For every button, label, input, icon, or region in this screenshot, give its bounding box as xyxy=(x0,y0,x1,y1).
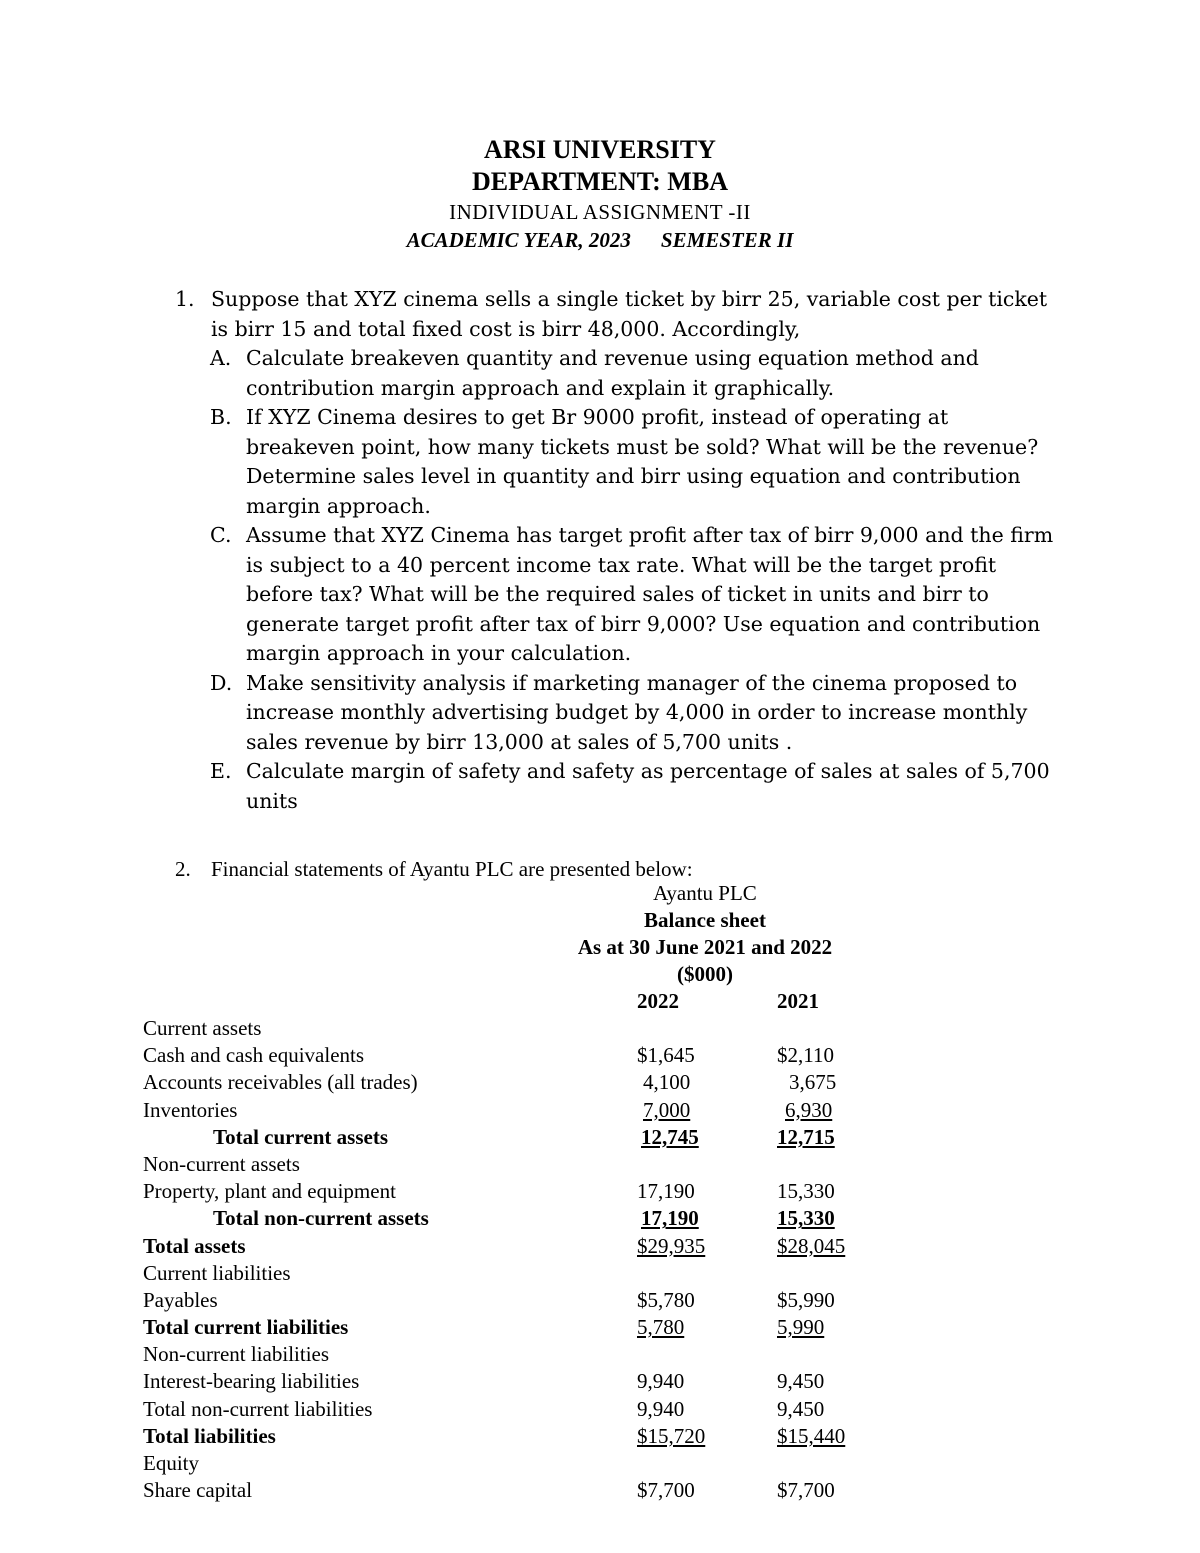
question-1-number: 1. xyxy=(175,287,195,311)
row-label: Total current assets xyxy=(213,1124,388,1149)
value-2022: $1,645 xyxy=(637,1043,695,1068)
balance-sheet-table xyxy=(0,1015,1200,1504)
row-label: Inventories xyxy=(143,1097,238,1122)
value-2022: 17,190 xyxy=(641,1206,699,1231)
university-title: ARSI UNIVERSITY xyxy=(484,135,716,164)
value-2021: $7,700 xyxy=(777,1478,835,1503)
value-2021: $15,440 xyxy=(777,1423,846,1448)
statement-title: Balance sheet xyxy=(644,908,766,932)
value-2022: 12,745 xyxy=(641,1124,699,1149)
value-2021: 3,675 xyxy=(789,1070,837,1095)
part-text: If XYZ Cinema desires to get Br 9000 profit, instead of operating at breakeven point, how many tickets must be sold? What will be the revenue? Determine sales level in quantity and birr using equation and contribution margin approach. xyxy=(246,405,1039,518)
value-2022: 4,100 xyxy=(643,1070,691,1095)
row-label: Accounts receivables (all trades) xyxy=(143,1070,418,1095)
table-row xyxy=(0,1205,1200,1232)
part-text: Calculate margin of safety and safety as percentage of sales at sales of 5,700 units xyxy=(246,759,1050,813)
question-2-number: 2. xyxy=(175,857,191,881)
table-row xyxy=(0,1015,1200,1042)
question-1-part-e xyxy=(210,757,1055,816)
row-label: Non-current liabilities xyxy=(143,1342,330,1367)
column-header-2021: 2021 xyxy=(777,989,819,1013)
value-2021: 5,990 xyxy=(777,1315,825,1340)
value-2021: $5,990 xyxy=(777,1287,835,1312)
table-row xyxy=(0,1069,1200,1096)
value-2022: $7,700 xyxy=(637,1478,695,1503)
part-label: B. xyxy=(210,405,232,429)
table-row xyxy=(0,1233,1200,1260)
question-1-part-a xyxy=(210,344,1055,403)
table-row xyxy=(0,1178,1200,1205)
value-2021: 9,450 xyxy=(777,1396,825,1421)
value-2021: $2,110 xyxy=(777,1043,834,1068)
table-row xyxy=(0,1396,1200,1423)
part-label: C. xyxy=(210,523,232,547)
table-row xyxy=(0,1124,1200,1151)
table-row xyxy=(0,1368,1200,1395)
value-2022: 17,190 xyxy=(637,1179,695,1204)
value-2021: 9,450 xyxy=(777,1369,825,1394)
row-label: Total non-current assets xyxy=(213,1206,429,1231)
value-2021: 6,930 xyxy=(785,1097,833,1122)
column-header-2022: 2022 xyxy=(637,989,679,1013)
row-label: Total current liabilities xyxy=(143,1315,349,1340)
part-label: D. xyxy=(210,670,233,695)
value-2021: $28,045 xyxy=(777,1233,846,1258)
row-label: Total non-current liabilities xyxy=(143,1396,373,1421)
question-2-intro: Financial statements of Ayantu PLC are presented below: xyxy=(211,857,693,881)
value-2022: 9,940 xyxy=(637,1396,685,1421)
question-1 xyxy=(175,285,1055,816)
value-2022: 5,780 xyxy=(637,1315,685,1340)
value-2021: 15,330 xyxy=(777,1179,835,1204)
table-row xyxy=(0,1097,1200,1124)
row-label: Payables xyxy=(143,1287,218,1312)
value-2022: 9,940 xyxy=(637,1369,685,1394)
row-label: Total liabilities xyxy=(143,1423,276,1448)
value-2022: $29,935 xyxy=(637,1233,706,1258)
question-1-part-c xyxy=(210,521,1055,669)
row-label: Interest-bearing liabilities xyxy=(143,1369,360,1394)
statement-date: As at 30 June 2021 and 2022 xyxy=(577,935,833,959)
table-row xyxy=(0,1287,1200,1314)
table-row xyxy=(0,1042,1200,1069)
part-text: Calculate breakeven quantity and revenue using equation method and contribution margin approach and explain it graphically. xyxy=(246,346,979,400)
table-row xyxy=(0,1450,1200,1477)
row-label: Non-current assets xyxy=(143,1151,300,1176)
question-1-part-d xyxy=(210,669,1055,758)
row-label: Equity xyxy=(143,1451,199,1475)
table-row xyxy=(0,1423,1200,1450)
table-row xyxy=(0,1341,1200,1368)
row-label: Current assets xyxy=(143,1016,262,1040)
part-label: A. xyxy=(210,346,232,370)
part-text: Assume that XYZ Cinema has target profit after tax of birr 9,000 and the firm is subject to a 40 percent income tax rate. What will be the target profit before tax? What will be the required sales of ticket in units and birr to generate target profit after tax of birr 9,000? Use equation and contribution margin approach in your calculation. xyxy=(246,523,1054,665)
part-text: Make sensitivity analysis if marketing manager of the cinema proposed to increase monthly advertising budget by 4,000 in order to increase monthly sales revenue by birr 13,000 at sales of 5,700 units . xyxy=(246,670,1028,754)
table-row xyxy=(0,1314,1200,1341)
question-1-part-b xyxy=(210,403,1055,521)
row-label: Property, plant and equipment xyxy=(143,1179,396,1204)
value-2022: 7,000 xyxy=(643,1097,691,1122)
value-2022: $5,780 xyxy=(637,1287,695,1312)
question-1-intro: Suppose that XYZ cinema sells a single ticket by birr 25, variable cost per ticket is birr 15 and total fixed cost is birr 48,000. Accordingly, xyxy=(211,287,1048,341)
value-2021: 12,715 xyxy=(777,1124,835,1149)
academic-year-line xyxy=(0,226,1200,254)
department-title: DEPARTMENT: MBA xyxy=(472,167,728,196)
table-row xyxy=(0,1151,1200,1178)
table-row xyxy=(0,1477,1200,1504)
row-label: Share capital xyxy=(143,1478,253,1503)
table-row xyxy=(0,1260,1200,1287)
value-2021: 15,330 xyxy=(777,1206,835,1231)
row-label: Total assets xyxy=(143,1233,246,1258)
part-label: E. xyxy=(210,759,232,783)
row-label: Cash and cash equivalents xyxy=(143,1043,365,1068)
assignment-title: INDIVIDUAL ASSIGNMENT -II xyxy=(449,200,751,224)
academic-year: ACADEMIC YEAR, 2023 xyxy=(406,228,631,252)
semester: SEMESTER II xyxy=(660,228,794,252)
statement-unit: ($000) xyxy=(677,962,733,986)
value-2022: $15,720 xyxy=(637,1423,706,1448)
row-label: Current liabilities xyxy=(143,1260,291,1285)
company-name: Ayantu PLC xyxy=(653,881,757,905)
